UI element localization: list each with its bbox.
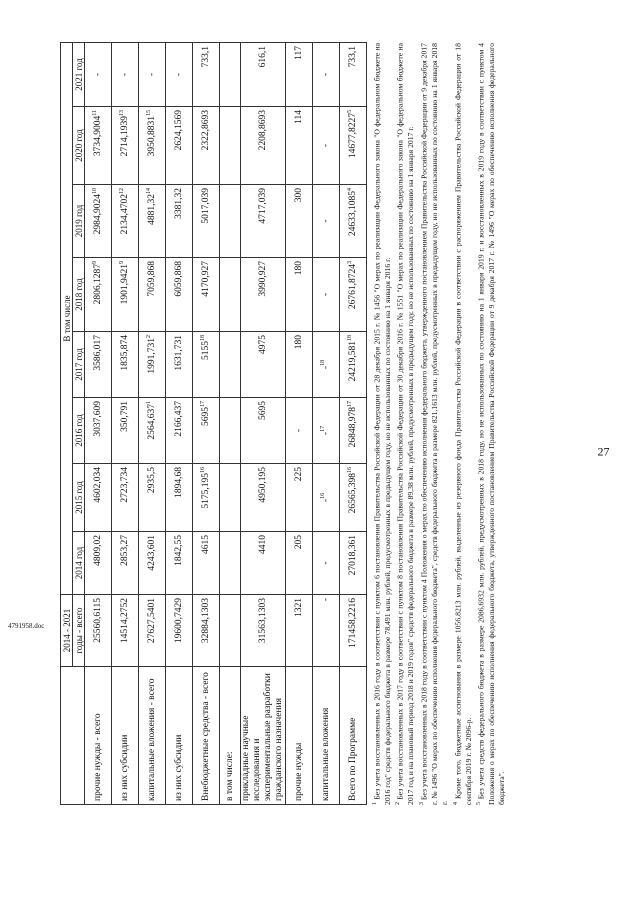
table-row bbox=[286, 42, 313, 804]
year-value-cell bbox=[166, 42, 193, 106]
year-value-cell bbox=[286, 258, 313, 332]
year-value-cell bbox=[85, 464, 112, 532]
budget-table bbox=[60, 42, 367, 805]
year-value-cell bbox=[340, 464, 367, 532]
year-value-cell bbox=[340, 42, 367, 106]
year-value-cell bbox=[340, 532, 367, 595]
year-value: 2714,1939 bbox=[120, 116, 131, 157]
year-value: - bbox=[147, 72, 157, 77]
footnote-ref: 4 bbox=[347, 188, 354, 191]
year-value: 4975 bbox=[258, 335, 268, 354]
year-value-cell bbox=[340, 258, 367, 332]
year-value-cell bbox=[85, 398, 112, 464]
header-including: В том числе bbox=[61, 42, 73, 594]
row-total: - bbox=[313, 595, 340, 667]
year-value: 3734,9004 bbox=[93, 115, 104, 157]
table-row bbox=[241, 42, 286, 804]
year-value: - bbox=[174, 72, 184, 77]
year-value: 1901,9421 bbox=[120, 264, 131, 305]
row-label: Внебюджетные средства - всего bbox=[193, 667, 220, 805]
year-value: 4809,02 bbox=[93, 535, 103, 566]
row-total: 32884,1303 bbox=[193, 595, 220, 667]
footnote-ref: 18 bbox=[320, 359, 327, 366]
footnote-mark: 5 bbox=[475, 802, 482, 805]
year-value: 24219,581 bbox=[348, 341, 359, 382]
year-value: 3950,8831 bbox=[147, 116, 158, 157]
year-value: 225 bbox=[294, 467, 304, 482]
row-total: 14514,2752 bbox=[112, 595, 139, 667]
year-value-cell bbox=[166, 185, 193, 258]
year-value-cell bbox=[241, 42, 286, 106]
year-value-cell bbox=[139, 332, 166, 398]
header-year: 2018 год bbox=[73, 258, 85, 332]
table-row bbox=[85, 42, 112, 804]
year-value: 5155 bbox=[201, 341, 212, 360]
year-value: - bbox=[321, 219, 331, 223]
year-value-cell bbox=[340, 332, 367, 398]
year-value: 1835,874 bbox=[120, 335, 130, 371]
year-value-cell bbox=[241, 464, 286, 532]
year-value: 4410 bbox=[258, 535, 268, 554]
row-label: капитальные вложения bbox=[313, 667, 340, 805]
row-total: 27627,5401 bbox=[139, 595, 166, 667]
year-value: 4243,601 bbox=[147, 535, 157, 571]
year-value-cell bbox=[112, 258, 139, 332]
year-value: 5695 bbox=[201, 407, 212, 426]
row-label: прочие нужды bbox=[286, 667, 313, 805]
year-value: 300 bbox=[294, 188, 304, 203]
year-value-cell bbox=[166, 398, 193, 464]
year-value: 4602,034 bbox=[93, 467, 103, 503]
year-value-cell bbox=[139, 464, 166, 532]
year-value-cell bbox=[241, 107, 286, 185]
year-value-cell bbox=[313, 332, 340, 398]
year-value: 4717,039 bbox=[258, 188, 268, 224]
year-value-cell bbox=[313, 107, 340, 185]
year-value: 117 bbox=[294, 45, 304, 60]
year-value: 114 bbox=[294, 110, 304, 124]
year-value-cell bbox=[241, 185, 286, 258]
year-value: 6059,868 bbox=[174, 261, 184, 297]
year-value: 5695 bbox=[258, 401, 268, 420]
year-value-cell bbox=[313, 258, 340, 332]
footnote-mark: 2 bbox=[395, 802, 402, 805]
footnote-ref: 17 bbox=[200, 401, 207, 407]
year-value: 4615 bbox=[201, 535, 211, 554]
footnote bbox=[451, 43, 474, 805]
year-value-cell bbox=[139, 398, 166, 464]
year-value: - bbox=[321, 431, 332, 436]
year-value-cell bbox=[220, 398, 241, 464]
year-value-cell bbox=[220, 464, 241, 532]
year-value-cell bbox=[139, 107, 166, 185]
year-value: 2723,734 bbox=[120, 467, 130, 503]
year-value: 3990,927 bbox=[258, 261, 268, 297]
table-row bbox=[313, 42, 340, 804]
header-year: 2015 год bbox=[73, 464, 85, 532]
year-value-cell bbox=[220, 332, 241, 398]
year-value-cell bbox=[166, 332, 193, 398]
year-value-cell bbox=[313, 532, 340, 595]
year-value: 2935,5 bbox=[147, 467, 157, 494]
year-value-cell bbox=[139, 532, 166, 595]
footnote bbox=[370, 43, 393, 805]
row-label: из них субсидии bbox=[166, 667, 193, 805]
year-value: 2166,437 bbox=[174, 401, 184, 437]
year-value-cell bbox=[220, 107, 241, 185]
footnote-ref: 5 bbox=[347, 110, 354, 113]
footnote-ref: 2 bbox=[146, 335, 153, 338]
row-label: прочие нужды - всего bbox=[85, 667, 112, 805]
year-value: 3037,609 bbox=[93, 401, 103, 437]
footnote bbox=[474, 43, 508, 805]
table-row bbox=[220, 42, 241, 804]
year-value-cell bbox=[340, 107, 367, 185]
footnote-ref: 18 bbox=[347, 335, 354, 341]
year-value: 1842,55 bbox=[174, 535, 184, 566]
footnote-text: Кроме того, бюджетные ассигнования в размере 1056,8213 млн. рублей, выделенные из резервного фонда Правительства Российской Федерации в соответствии с распоряжением Правительства Российской Федерации от 18 сентября 2019 г. № 2096-р. bbox=[453, 43, 473, 805]
year-value-cell bbox=[286, 532, 313, 595]
year-value-cell bbox=[193, 464, 220, 532]
year-value: - bbox=[294, 428, 304, 433]
year-value: 350,791 bbox=[120, 401, 130, 432]
year-value-cell bbox=[286, 398, 313, 464]
year-value: 1991,731 bbox=[147, 338, 158, 374]
footnote-ref: 12 bbox=[119, 188, 126, 194]
year-value: 180 bbox=[294, 261, 304, 276]
year-value: 3381,32 bbox=[174, 188, 184, 219]
footnote-ref: 17 bbox=[320, 425, 327, 432]
row-total: 31563,1303 bbox=[241, 595, 286, 667]
row-label: из них субсидии bbox=[112, 667, 139, 805]
year-value: 26565,398 bbox=[348, 473, 359, 514]
year-value: 2134,4702 bbox=[120, 194, 131, 235]
year-value-cell bbox=[193, 107, 220, 185]
year-value-cell bbox=[112, 464, 139, 532]
year-value-cell bbox=[166, 464, 193, 532]
header-year: 2017 год bbox=[73, 332, 85, 398]
year-value-cell bbox=[193, 532, 220, 595]
row-label: Всего по Программе bbox=[340, 667, 367, 805]
year-value-cell bbox=[241, 532, 286, 595]
row-total: 171458,2216 bbox=[340, 595, 367, 667]
page-number: 27 bbox=[597, 445, 610, 459]
footnote-ref: 17 bbox=[347, 401, 354, 407]
year-value: 616,1 bbox=[258, 45, 268, 68]
header-year: 2020 год bbox=[73, 107, 85, 185]
footnote-ref: 14 bbox=[146, 188, 153, 194]
footnote bbox=[417, 43, 451, 805]
year-value-cell bbox=[286, 42, 313, 106]
year-value: 4170,927 bbox=[201, 261, 211, 297]
year-value: - bbox=[93, 72, 103, 77]
footnote-ref: 18 bbox=[200, 335, 207, 341]
year-value-cell bbox=[220, 185, 241, 258]
footnote-mark: 1 bbox=[372, 802, 378, 805]
year-value-cell bbox=[313, 398, 340, 464]
year-value-cell bbox=[313, 42, 340, 106]
year-value: 205 bbox=[294, 535, 304, 550]
footnote-text: Без учета восстановленных в 2017 году в соответствии с пунктом 8 постановления Правительства Российской Федерации от 30 декабря 2016 г. № 1551 "О мерах по реализации Федерального закона "О федеральном бюджете на 2017 год и на плановый период 2018 и 2019 годов" средств федерального бюджета в размере 89,38 млн. рублей, предусмотренных в предыдущем году, но не использованных по состоянию на 1 января 2017 г. bbox=[395, 42, 416, 805]
year-value-cell bbox=[85, 258, 112, 332]
footnote-ref: 9 bbox=[92, 261, 99, 264]
footnote bbox=[393, 43, 416, 805]
row-total: 25560,6115 bbox=[85, 595, 112, 667]
year-value: 1894,68 bbox=[174, 467, 184, 498]
year-value: - bbox=[321, 561, 331, 565]
year-value-cell bbox=[85, 42, 112, 106]
footnote-text: Без учета восстановленных в 2016 году в соответствии с пунктом 6 постановления Правительства Российской Федерации от 28 декабря 2015 г. № 1456 "О мерах по реализации Федерального закона "О федеральном бюджете на 2016 год" средств федерального бюджета в размере 78,491 млн. рублей, предусмотренных в предыдущем году, но не использованных по состоянию на 1 января 2016 г. bbox=[372, 42, 392, 805]
header-period-sub: годы - всего bbox=[73, 595, 85, 667]
footnote-text: Без учета восстановленных в 2018 году в соответствии с пунктом 4 Положения о мерах по обеспечению исполнения федерального бюджета, утвержденного постановлением Правительства Российской Федерации от 9 декабря 2017 г. № 1496 "О мерах по обеспечению исполнения федерального бюджета", средств федерального бюджета в размере 821,1613 млн. рублей, предусмотренных в предыдущем году, но не использованных по состоянию на 1 января 2018 г. bbox=[419, 43, 450, 805]
year-value: 14677,8227 bbox=[348, 113, 359, 159]
year-value-cell bbox=[112, 42, 139, 106]
year-value: 2984,9024 bbox=[93, 194, 104, 235]
year-value-cell bbox=[286, 464, 313, 532]
footnote-ref: 1 bbox=[146, 401, 153, 404]
year-value-cell bbox=[112, 332, 139, 398]
year-value-cell bbox=[193, 258, 220, 332]
year-value-cell bbox=[220, 258, 241, 332]
year-value-cell bbox=[166, 107, 193, 185]
row-total: 1321 bbox=[286, 595, 313, 667]
year-value: - bbox=[321, 292, 331, 297]
year-value: 2853,27 bbox=[120, 535, 130, 566]
year-value-cell bbox=[193, 185, 220, 258]
year-value-cell bbox=[139, 42, 166, 106]
year-value: 5017,039 bbox=[201, 188, 211, 224]
year-value-cell bbox=[313, 464, 340, 532]
year-value-cell bbox=[139, 185, 166, 258]
year-value: - bbox=[321, 498, 332, 503]
footnote-ref: 16 bbox=[200, 467, 207, 473]
year-value-cell bbox=[112, 107, 139, 185]
year-value-cell bbox=[286, 185, 313, 258]
year-value-cell bbox=[241, 258, 286, 332]
year-value-cell bbox=[340, 398, 367, 464]
table-body bbox=[85, 42, 367, 804]
year-value: - bbox=[321, 143, 331, 148]
year-value-cell bbox=[85, 532, 112, 595]
year-value-cell bbox=[313, 185, 340, 258]
year-value: 26848,978 bbox=[348, 407, 359, 448]
year-value-cell bbox=[241, 398, 286, 464]
row-label: прикладные научные исследования и экспериментальные разработки гражданского назначения bbox=[241, 667, 286, 805]
header-year: 2014 год bbox=[73, 532, 85, 595]
year-value: 4881,32 bbox=[147, 194, 158, 225]
year-value-cell bbox=[286, 107, 313, 185]
year-value-cell bbox=[193, 332, 220, 398]
year-value: 733,1 bbox=[201, 45, 211, 68]
year-value: 3586,017 bbox=[93, 335, 103, 371]
footnote-ref: 16 bbox=[347, 467, 354, 473]
year-value-cell bbox=[112, 185, 139, 258]
footnotes bbox=[370, 43, 508, 805]
table-row bbox=[139, 42, 166, 804]
table-row bbox=[193, 42, 220, 804]
year-value-cell bbox=[85, 107, 112, 185]
year-value: 2564,637 bbox=[147, 404, 158, 440]
year-value-cell bbox=[193, 42, 220, 106]
year-value: 7059,868 bbox=[147, 261, 157, 297]
header-period: 2014 - 2021 bbox=[61, 595, 73, 667]
footnote-ref: 13 bbox=[119, 110, 126, 116]
footnote-mark: 3 bbox=[418, 802, 425, 805]
row-total bbox=[220, 595, 241, 667]
year-value: 4950,195 bbox=[258, 467, 268, 503]
header-year: 2019 год bbox=[73, 185, 85, 258]
year-value-cell bbox=[193, 398, 220, 464]
footnote-text: Без учета средств федерального бюджета в размере 2086,6932 млн. рублей, предусмотренных в 2018 году, но не использованных по состоянию на 1 января 2019 г. и восстановленных в 2019 году в соответствии с пунктом 4 Положения о мерах по обеспечению исполнения федерального бюджета, утвержденного постановлением Правительства Российской Федерации от 9 декабря 2017 г. № 1496 "О мерах по обеспечению исполнения федерального бюджета". bbox=[476, 42, 507, 805]
year-value: 2624,1569 bbox=[174, 110, 184, 151]
file-id: 4791958.doc bbox=[8, 622, 45, 630]
year-value-cell bbox=[85, 185, 112, 258]
year-value-cell bbox=[241, 332, 286, 398]
row-label: в том числе: bbox=[220, 667, 241, 805]
year-value-cell bbox=[112, 532, 139, 595]
year-value: - bbox=[120, 72, 130, 77]
row-label: капитальные вложения - всего bbox=[139, 667, 166, 805]
footnote-ref: 10 bbox=[92, 188, 99, 194]
year-value: 180 bbox=[294, 335, 304, 350]
year-value: 5175,195 bbox=[201, 473, 212, 509]
footnote-ref: 16 bbox=[320, 492, 327, 499]
year-value: - bbox=[321, 365, 332, 370]
header-year: 2021 год bbox=[73, 42, 85, 106]
table-row bbox=[340, 42, 367, 804]
year-value-cell bbox=[340, 185, 367, 258]
header-year: 2016 год bbox=[73, 398, 85, 464]
year-value-cell bbox=[166, 258, 193, 332]
year-value-cell bbox=[220, 532, 241, 595]
year-value-cell bbox=[286, 332, 313, 398]
header-blank bbox=[61, 667, 85, 805]
footnote-ref: 3 bbox=[347, 261, 354, 264]
footnote-ref: 15 bbox=[146, 110, 153, 116]
year-value: 2806,1287 bbox=[93, 264, 104, 305]
footnote-mark: 4 bbox=[452, 802, 459, 805]
year-value: 2322,8693 bbox=[201, 110, 211, 151]
year-value-cell bbox=[220, 42, 241, 106]
footnote-ref: 9 bbox=[119, 261, 126, 264]
year-value-cell bbox=[112, 398, 139, 464]
row-total: 19600,7429 bbox=[166, 595, 193, 667]
year-value-cell bbox=[139, 258, 166, 332]
year-value-cell bbox=[166, 532, 193, 595]
year-value: 24633,1085 bbox=[348, 191, 359, 237]
year-value: 733,1 bbox=[348, 45, 358, 68]
year-value: 26761,8724 bbox=[348, 264, 359, 310]
year-value: 2208,8693 bbox=[258, 110, 268, 151]
footnote-ref: 11 bbox=[92, 110, 99, 116]
table-row bbox=[166, 42, 193, 804]
year-value: 27018,361 bbox=[348, 535, 358, 576]
table-row bbox=[112, 42, 139, 804]
year-value: 1631,731 bbox=[174, 335, 184, 371]
year-value: - bbox=[321, 72, 331, 77]
year-value-cell bbox=[85, 332, 112, 398]
